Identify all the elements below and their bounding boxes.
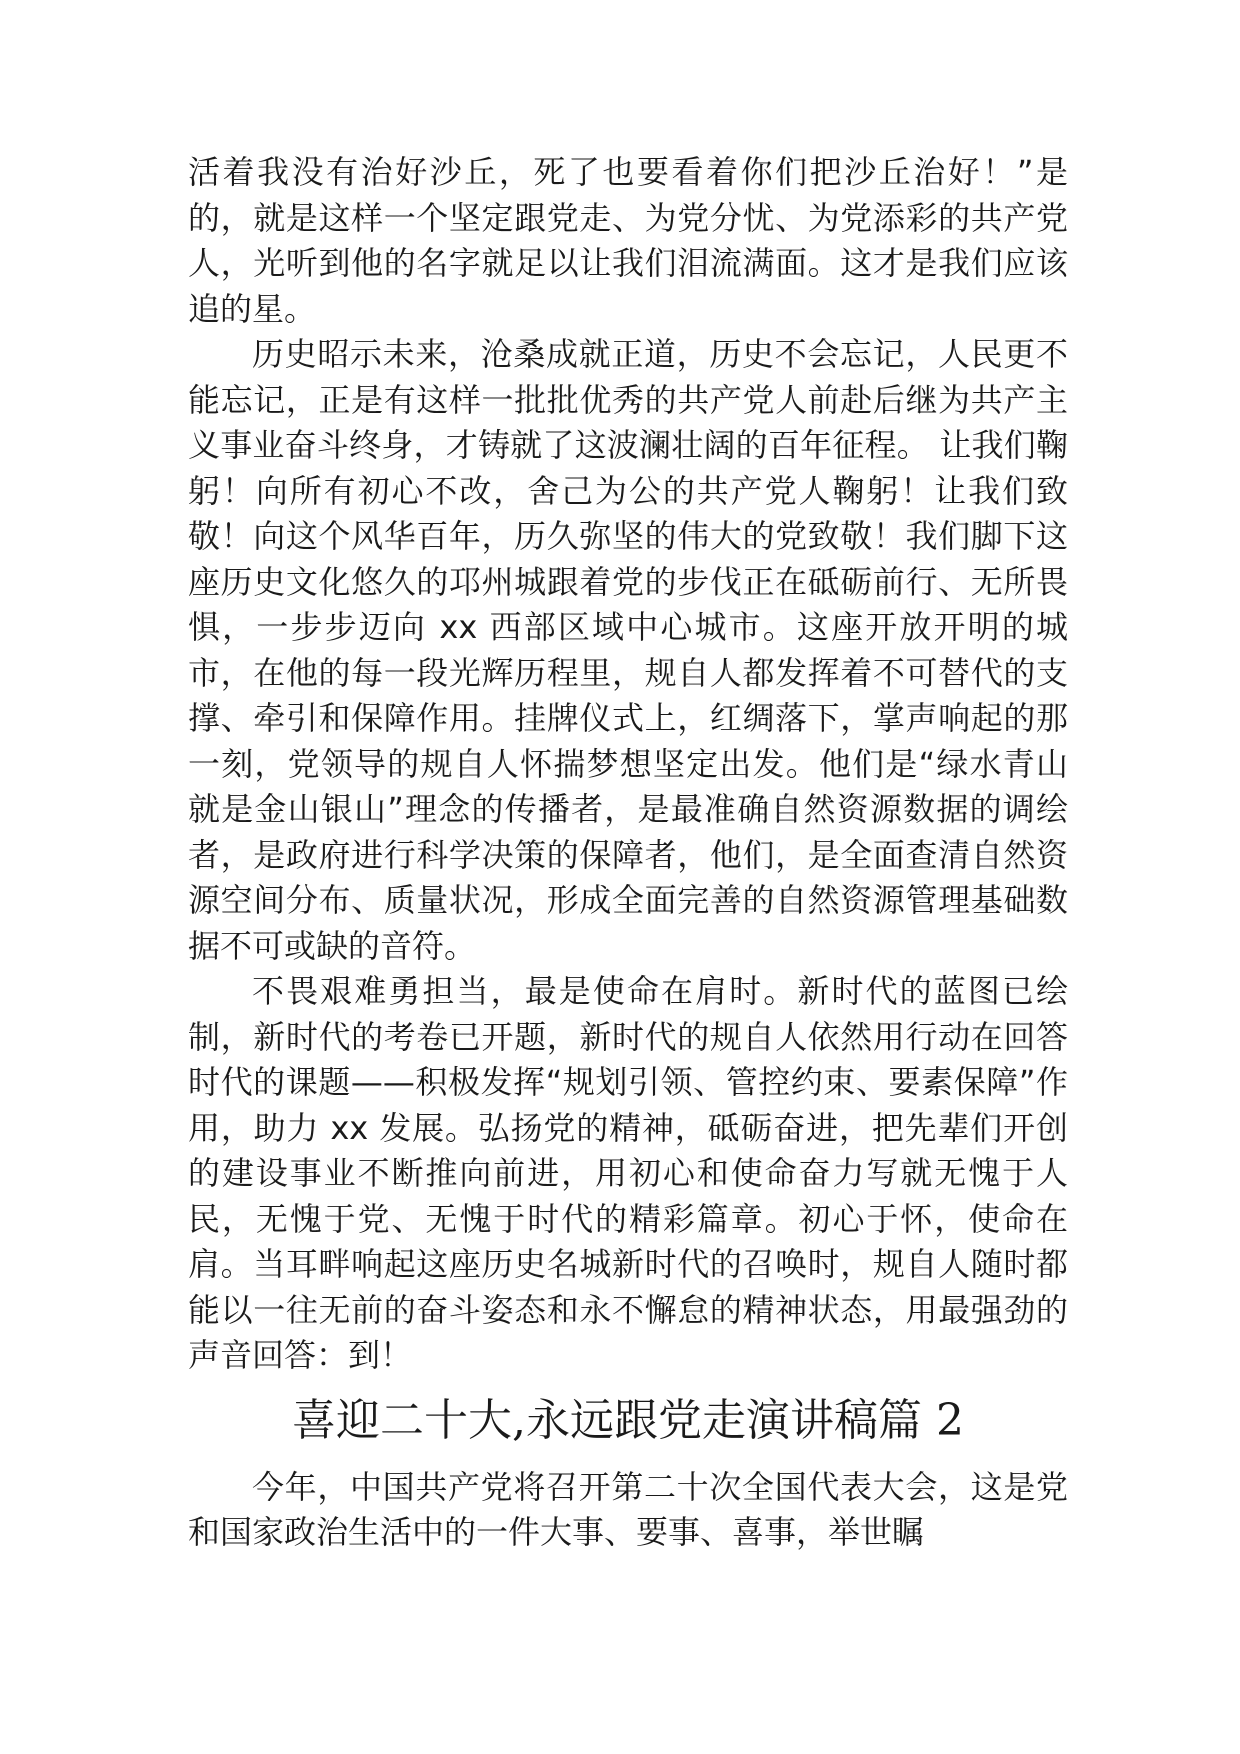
section-heading: 喜迎二十大,永远跟党走演讲稿篇 2 (292, 1394, 964, 1446)
document-body (188, 150, 1068, 1556)
paragraph-history: 历史昭示未来，沧桑成就正道，历史不会忘记，人民更不能忘记，正是有这样一批批优秀的共产党人前赴后继为共产主义事业奋斗终身，才铸就了这波澜壮阔的百年征程。 让我们鞠躬！向所有初心不改，舍己为公的共产党人鞠躬！让我们致敬！向这个风华百年，历久弥坚的伟大的党致敬！我们脚下这座历史文化悠久的邛州城跟着党的步伐正在砥砺前行、无所畏惧，一步步迈向 xx 西部区域中心城市。这座开放开明的城市，在他的每一段光辉历程里，规自人都发挥着不可替代的支撑、牵引和保障作用。挂牌仪式上，红绸落下，掌声响起的那一刻，党领导的规自人怀揣梦想坚定出发。他们是“绿水青山就是金山银山”理念的传播者，是最准确自然资源数据的调绘者，是政府进行科学决策的保障者，他们，是全面查清自然资源空间分布、质量状况，形成全面完善的自然资源管理基础数据不可或缺的音符。 (188, 335, 1068, 965)
paragraph-continuation: 活着我没有治好沙丘，死了也要看着你们把沙丘治好！”是的，就是这样一个坚定跟党走、为党分忧、为党添彩的共产党人，光听到他的名字就足以让我们泪流满面。这才是我们应该追的星。 (188, 153, 1068, 328)
paragraph-intro: 今年，中国共产党将召开第二十次全国代表大会，这是党和国家政治生活中的一件大事、要事、喜事，举世瞩 (188, 1467, 1068, 1551)
paragraph-mission: 不畏艰难勇担当，最是使命在肩时。新时代的蓝图已绘制，新时代的考卷已开题，新时代的规自人依然用行动在回答时代的课题——积极发挥“规划引领、管控约束、要素保障”作用，助力 xx 发展。弘扬党的精神，砥砺奋进，把先辈们开创的建设事业不断推向前进，用初心和使命奋力写就无愧于人民，无愧于党、无愧于时代的精彩篇章。初心于怀，使命在肩。当耳畔响起这座历史名城新时代的召唤时，规自人随时都能以一往无前的奋斗姿态和永不懈怠的精神状态，用最强劲的声音回答：到！ (188, 972, 1068, 1374)
